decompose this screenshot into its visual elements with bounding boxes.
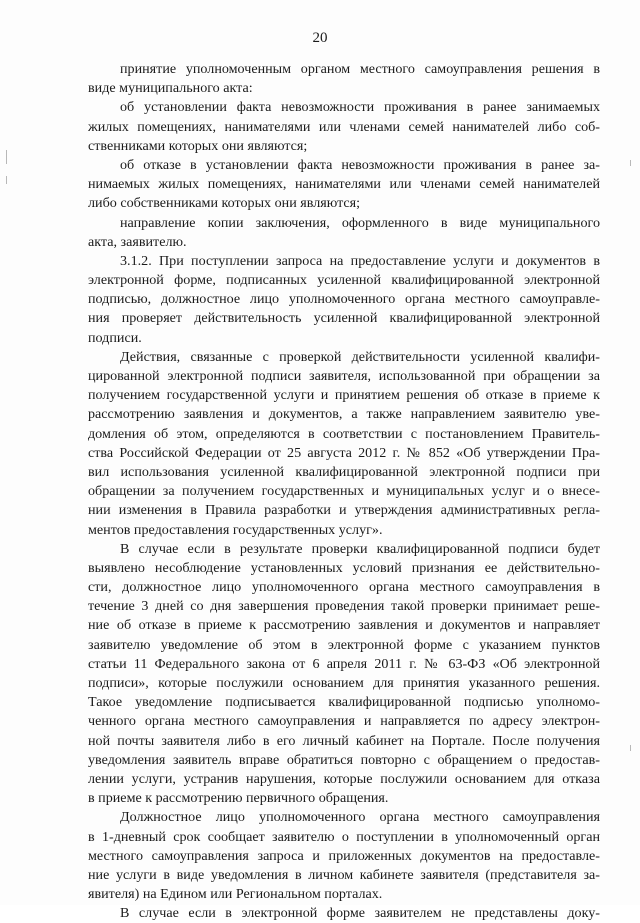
text-line: сти, должностное лицо уполномоченного органа местного самоуправления в — [88, 579, 600, 596]
text-line: течение 3 дней со дня завершения проведения такой проверки принимает реше- — [88, 598, 600, 615]
text-line: получением государственной услуги и принятием решения об отказе в приеме к — [88, 387, 600, 404]
body-text — [88, 60, 600, 923]
text-line: нии изменения в Правила разработки и утверждения административных регла- — [88, 502, 600, 519]
text-line: ние услуги в виде уведомления в личном кабинете заявителя (представителя за- — [88, 866, 600, 883]
text-line: местного самоуправления запроса и приложенных документов на предоставле- — [88, 847, 600, 864]
scan-artifact — [630, 745, 631, 751]
text-line: подписью, должностное лицо уполномоченного органа местного самоуправле- — [88, 291, 600, 308]
text-line: либо собственниками которых они являются; — [88, 195, 361, 212]
text-line: статьи 11 Федерального закона от 6 апреля 2011 г. № 63-ФЗ «Об электронной — [88, 655, 600, 672]
text-line: ние об отказе в приеме к рассмотрению заявления и документов и направляет — [88, 617, 600, 634]
text-line: ства Российской Федерации от 25 августа 2012 г. № 852 «Об утверждении Пра- — [88, 444, 600, 461]
text-line: ченного органа местного самоуправления и направляется по адресу электрон- — [88, 713, 600, 730]
scan-artifact — [630, 160, 631, 166]
text-line: выявлено несоблюдение установленных условий признания ее действительно- — [88, 559, 600, 576]
text-line: ния проверяет действительность усиленной квалифицированной электронной — [88, 310, 600, 327]
text-line: в 1-дневный срок сообщает заявителю о поступлении в уполномоченный орган — [88, 828, 600, 845]
text-line: подписи. — [88, 329, 142, 346]
text-line: лении услуги, устранив нарушения, которые послужили основанием для отказа — [88, 770, 600, 787]
text-line: обращении за получением государственных и муниципальных услуг и о внесе- — [88, 483, 600, 500]
text-line: об установлении факта невозможности проживания в ранее занимаемых — [120, 99, 600, 116]
text-line: домления об этом, определяются в соответствии с постановлением Правитель- — [88, 425, 600, 442]
text-line: виде муниципального акта: — [88, 80, 253, 97]
text-line: Должностное лицо уполномоченного органа местного самоуправления — [120, 809, 600, 826]
text-line: цированной электронной подписи заявителя, использованной при обращении за — [88, 368, 600, 384]
text-line: Такое уведомление подписывается квалифицированной подписью уполномо- — [88, 694, 600, 711]
text-line: жилых помещениях, нанимателями или членами семей нанимателей либо соб- — [88, 118, 600, 135]
text-line: вил использования усиленной квалифицированной электронной подписи при — [88, 463, 600, 480]
text-line: 3.1.2. При поступлении запроса на предоставление услуги и документов в — [120, 252, 600, 269]
text-line: акта, заявителю. — [88, 233, 187, 250]
text-line: ной почты заявителя либо в его личный кабинет на Портале. После получения — [88, 732, 600, 749]
text-line: нимаемых жилых помещениях, нанимателями или членами семей нанимателей — [88, 176, 600, 193]
text-line: Действия, связанные с проверкой действительности усиленной квалифи- — [120, 348, 600, 365]
text-line: В случае если в электронной форме заявителем не представлены доку- — [120, 905, 600, 922]
text-line: уведомления заявитель вправе обратиться повторно с обращением о предостав- — [88, 751, 600, 768]
text-line: ментов предоставления государственных услуг». — [88, 521, 383, 538]
text-line: принятие уполномоченным органом местного самоуправления решения в — [120, 61, 600, 77]
text-line: В случае если в результате проверки квалифицированной подписи будет — [120, 540, 600, 557]
text-line: заявителю уведомление об этом в электронной форме с указанием пунктов — [88, 636, 600, 653]
page-number: 20 — [312, 30, 328, 46]
scan-artifact — [6, 150, 7, 164]
text-line: подписи», которые послужили основанием для принятия указанного решения. — [88, 675, 600, 691]
text-line: явителя) на Едином или Региональном порталах. — [88, 886, 383, 903]
scan-artifact — [6, 176, 7, 184]
text-line: электронной форме, подписанных усиленной квалифицированной электронной — [88, 272, 600, 289]
text-line: об отказе в установлении факта невозможности проживания в ранее за- — [120, 156, 600, 173]
text-line: направление копии заключения, оформленного в виде муниципального — [120, 214, 600, 231]
text-line: ственниками которых они являются; — [88, 137, 308, 154]
text-line: рассмотрению заявления и документов, а также направлением заявителю уве- — [88, 406, 600, 423]
text-line: в приеме к рассмотрению первичного обращения. — [88, 790, 389, 807]
